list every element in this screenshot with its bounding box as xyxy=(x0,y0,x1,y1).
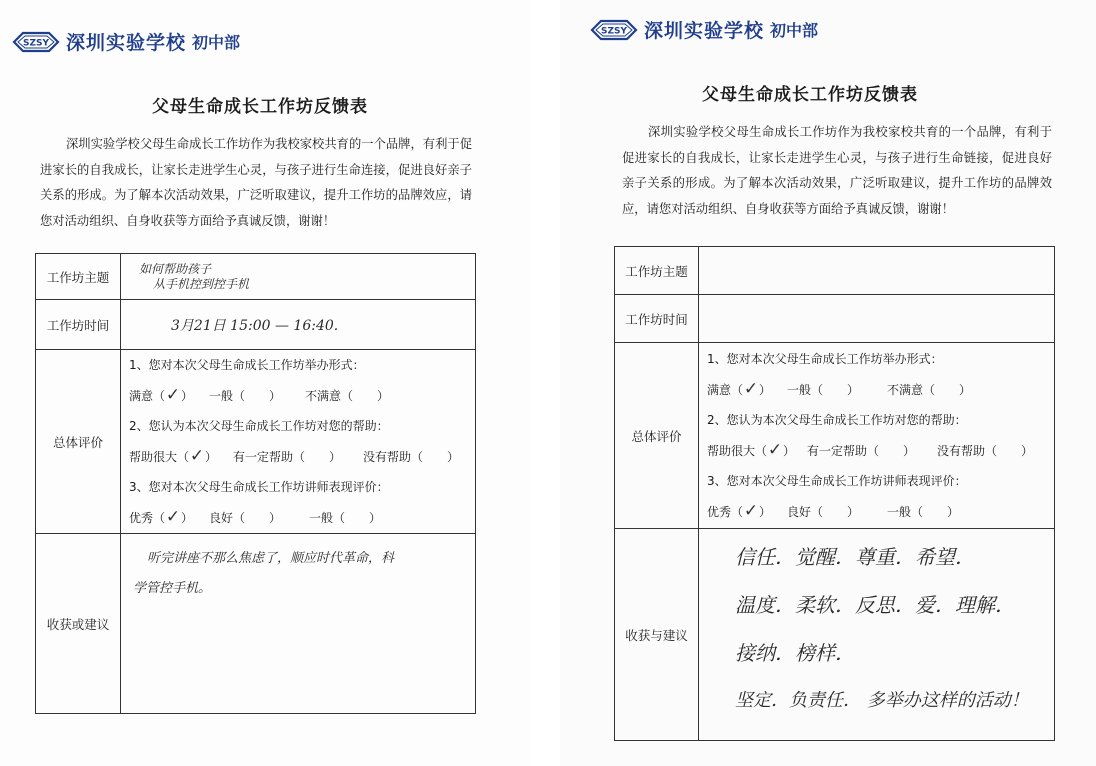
checkmark-icon[interactable]: ✓ xyxy=(165,385,181,405)
feedback-table xyxy=(614,246,1055,741)
feedback-table xyxy=(35,253,476,714)
szsy-logo-icon xyxy=(12,31,60,53)
svg-text:SZSY: SZSY xyxy=(600,26,628,36)
gains-line: 温度．柔软．反思．爱．理解． xyxy=(735,593,1015,617)
school-name: 深圳实验学校 xyxy=(66,32,187,54)
form-title: 父母生命成长工作坊反馈表 xyxy=(702,85,918,105)
topic-label: 工作坊主题 xyxy=(615,247,699,295)
checkmark-icon[interactable]: ✓ xyxy=(767,440,783,460)
checkmark-icon[interactable]: ✓ xyxy=(189,446,205,466)
question-3: 3、您对本次父母生命成长工作坊讲师表现评价： xyxy=(129,480,389,494)
school-name: 深圳实验学校 xyxy=(644,20,765,42)
gains-label: 收获与建议 xyxy=(615,529,699,741)
topic-line: 从手机控到控手机 xyxy=(153,276,250,291)
question-2: 2、您认为本次父母生命成长工作坊对您的帮助： xyxy=(707,413,967,427)
time-label: 工作坊时间 xyxy=(615,295,699,343)
question-3: 3、您对本次父母生命成长工作坊讲师表现评价： xyxy=(707,474,967,488)
feedback-sheet-left xyxy=(0,0,530,766)
form-title: 父母生命成长工作坊反馈表 xyxy=(152,97,368,117)
checkmark-icon[interactable]: ✓ xyxy=(743,379,759,399)
overall-label: 总体评价 xyxy=(615,343,699,529)
svg-text:SZSY: SZSY xyxy=(22,38,50,48)
szsy-logo-icon xyxy=(590,19,638,41)
question-2: 2、您认为本次父母生命成长工作坊对您的帮助： xyxy=(129,419,389,433)
checkmark-icon[interactable]: ✓ xyxy=(743,501,759,521)
gains-line: 听完讲座不那么焦虑了，顺应时代革命，科 xyxy=(147,551,395,566)
school-header xyxy=(12,28,240,55)
checkmark-icon[interactable]: ✓ xyxy=(165,507,181,527)
gains-line: 坚定．负责任． 多举办这样的活动！ xyxy=(735,690,1029,711)
overall-field xyxy=(121,350,476,534)
intro-paragraph: 深圳实验学校父母生命成长工作坊作为我校家校共育的一个品牌，有利于促进家长的自我成长，让家长走进学生心灵，与孩子进行生命链接，促进良好亲子关系的形成。为了解本次活动效果，广泛听取建议，提升工作坊的品牌效应，请您对活动组织、自身收获等方面给予真诚反馈，谢谢！ xyxy=(622,125,1052,216)
intro-paragraph: 深圳实验学校父母生命成长工作坊作为我校家校共育的一个品牌，有利于促进家长的自我成长，让家长走进学生心灵，与孩子进行生命连接，促进良好亲子关系的形成。为了解本次活动效果，广泛听取建议，提升工作坊的品牌效应，请您对活动组织、自身收获等方面给予真诚反馈，谢谢！ xyxy=(40,137,472,228)
gains-field[interactable] xyxy=(121,534,476,714)
time-value: 3月21日 15:00 — 16:40. xyxy=(171,317,339,334)
answer-row-1: 满意（✓） 一般（ ） 不满意（ ） xyxy=(699,374,1054,405)
time-label: 工作坊时间 xyxy=(36,300,121,350)
page-gutter xyxy=(530,0,560,766)
topic-label: 工作坊主题 xyxy=(36,254,121,300)
gains-label: 收获或建议 xyxy=(36,534,121,714)
overall-field xyxy=(699,343,1055,529)
question-1: 1、您对本次父母生命成长工作坊举办形式： xyxy=(707,352,943,366)
department-name: 初中部 xyxy=(770,21,819,40)
gains-line: 学管控手机。 xyxy=(133,581,212,596)
topic-field[interactable] xyxy=(699,247,1055,295)
gains-line: 接纳．榜样． xyxy=(735,641,855,665)
gains-field[interactable] xyxy=(699,529,1055,741)
overall-label: 总体评价 xyxy=(36,350,121,534)
time-field[interactable] xyxy=(121,300,476,350)
answer-row-1: 满意（✓） 一般（ ） 不满意（ ） xyxy=(121,380,475,411)
topic-field[interactable] xyxy=(121,254,476,300)
school-header xyxy=(590,16,818,43)
department-name: 初中部 xyxy=(192,33,241,52)
question-1: 1、您对本次父母生命成长工作坊举办形式： xyxy=(129,358,365,372)
feedback-sheet-right xyxy=(560,0,1096,766)
answer-row-3: 优秀（✓） 良好（ ） 一般（ ） xyxy=(699,496,1054,527)
topic-line: 如何帮助孩子 xyxy=(139,261,212,276)
answer-row-2: 帮助很大（✓） 有一定帮助（ ） 没有帮助（ ） xyxy=(121,441,475,472)
gains-line: 信任．觉醒．尊重．希望． xyxy=(735,545,975,569)
answer-row-2: 帮助很大（✓） 有一定帮助（ ） 没有帮助（ ） xyxy=(699,435,1054,466)
answer-row-3: 优秀（✓） 良好（ ） 一般（ ） xyxy=(121,502,475,533)
time-field[interactable] xyxy=(699,295,1055,343)
